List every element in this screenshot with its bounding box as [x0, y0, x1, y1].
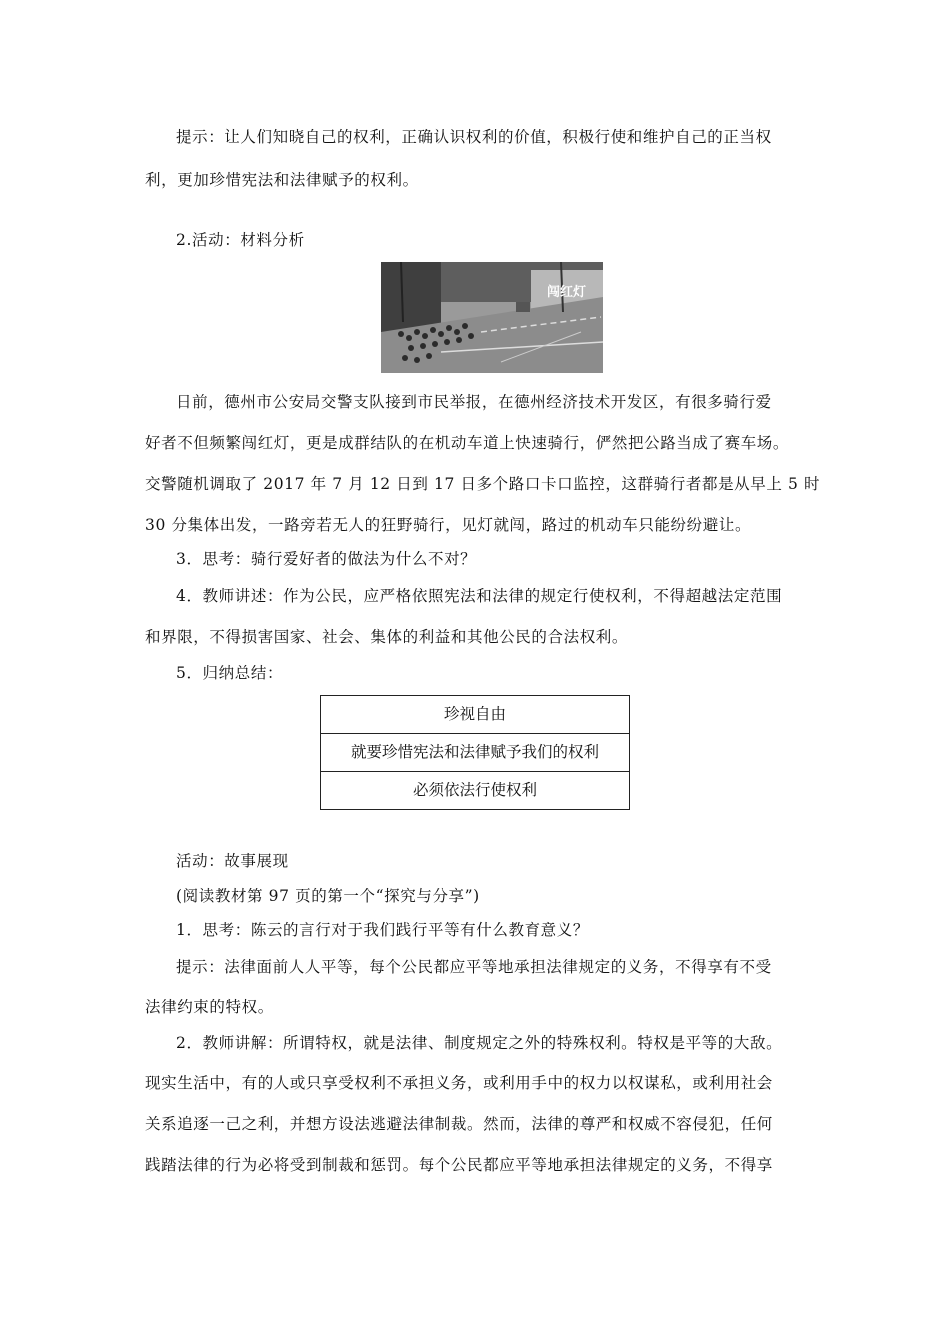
summary-table	[320, 695, 630, 810]
activity-heading: 2.活动：材料分析	[176, 231, 305, 249]
summary-cell: 就要珍惜宪法和法律赋予我们的权利	[321, 733, 629, 771]
activity-heading: 活动：故事展现	[176, 852, 289, 870]
summary-cell: 必须依法行使权利	[321, 771, 629, 809]
teacher-talk-line: 4．教师讲述：作为公民，应严格依照宪法和法律的规定行使权利，不得超越法定范围	[176, 587, 783, 605]
question-line: 1．思考：陈云的言行对于我们践行平等有什么教育意义？	[176, 921, 589, 939]
hint-paragraph-line: 法律约束的特权。	[145, 998, 274, 1016]
cyclists-photo	[381, 262, 603, 373]
summary-heading: 5．归纳总结：	[176, 664, 284, 682]
hint-paragraph-line: 提示：法律面前人人平等，每个公民都应平等地承担法律规定的义务，不得享有不受	[176, 958, 772, 976]
teacher-talk-line: 和界限，不得损害国家、社会、集体的利益和其他公民的合法权利。	[145, 628, 629, 646]
hint-paragraph-line: 提示：让人们知晓自己的权利，正确认识权利的价值，积极行使和维护自己的正当权	[176, 128, 772, 146]
summary-cell: 珍视自由	[443, 705, 506, 723]
material-paragraph-line: 日前，德州市公安局交警支队接到市民举报，在德州经济技术开发区，有很多骑行爱	[176, 393, 772, 411]
teacher-explain-line: 2．教师讲解：所谓特权，就是法律、制度规定之外的特殊权利。特权是平等的大敌。	[176, 1034, 783, 1052]
reading-note: (阅读教材第 97 页的第一个“探究与分享”)	[176, 887, 480, 905]
teacher-explain-line: 现实生活中，有的人或只享受权利不承担义务，或利用手中的权力以权谋私，或利用社会	[145, 1074, 773, 1092]
cyclists-photo-illustration	[381, 262, 603, 373]
material-paragraph-line: 好者不但频繁闯红灯，更是成群结队的在机动车道上快速骑行，俨然把公路当成了赛车场。	[145, 434, 790, 452]
teacher-explain-line: 践踏法律的行为必将受到制裁和惩罚。每个公民都应平等地承担法律规定的义务，不得享	[145, 1156, 773, 1174]
material-paragraph-line: 交警随机调取了 2017 年 7 月 12 日到 17 日多个路口卡口监控，这群骑行者都是从早上 5 时	[145, 475, 821, 493]
teacher-explain-line: 关系追逐一己之利，并想方设法逃避法律制裁。然而，法律的尊严和权威不容侵犯，任何	[145, 1115, 773, 1133]
material-paragraph-line: 30 分集体出发，一路旁若无人的狂野骑行，见灯就闯，路过的机动车只能纷纷避让。	[145, 516, 752, 534]
photo-overlay-text: 闯红灯	[547, 285, 587, 300]
hint-paragraph-line: 利，更加珍惜宪法和法律赋予的权利。	[145, 171, 419, 189]
question-line: 3．思考：骑行爱好者的做法为什么不对？	[176, 550, 477, 568]
